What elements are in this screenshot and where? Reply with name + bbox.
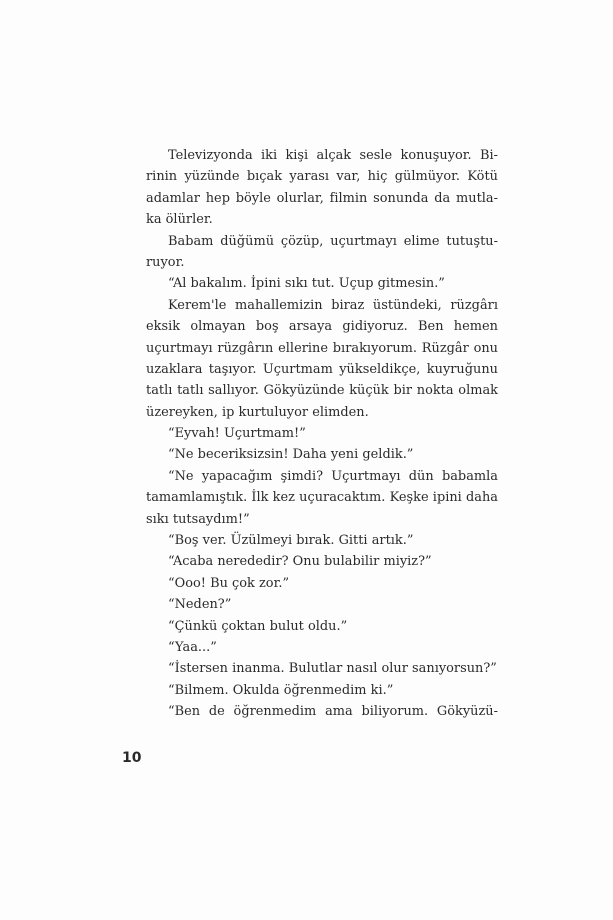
text-line: eksik olmayan boş arsaya gidiyoruz. Ben hemen bbox=[146, 319, 498, 335]
text-line: “Ne yapacağım şimdi? Uçurtmayı dün babamla bbox=[168, 468, 498, 484]
text-line: rinin yüzünde bıçak yarası var, hiç gülmüyor. Kötü bbox=[146, 169, 498, 185]
text-line: “Ne beceriksizsin! Daha yeni geldik.” bbox=[168, 447, 414, 463]
page-number: 10 bbox=[122, 750, 142, 766]
body-text bbox=[146, 145, 498, 723]
text-line: ka ölürler. bbox=[146, 212, 213, 228]
text-line: “Acaba nerededir? Onu bulabilir miyiz?” bbox=[168, 554, 432, 570]
text-line: üzereyken, ip kurtuluyor elimden. bbox=[146, 404, 369, 420]
text-line: uçurtmayı rüzgârın ellerine bırakıyorum. Rüzgâr onu bbox=[146, 340, 498, 356]
text-line: uzaklara taşıyor. Uçurtmam yükseldikçe, kuyruğunu bbox=[146, 361, 498, 377]
text-line: adamlar hep böyle olurlar, filmin sonunda da mutla- bbox=[146, 190, 498, 206]
text-line: “İstersen inanma. Bulutlar nasıl olur sanıyorsun?” bbox=[168, 661, 497, 677]
text-line: “Çünkü çoktan bulut oldu.” bbox=[168, 618, 348, 634]
text-line: “Ben de öğrenmedim ama biliyorum. Gökyüzü- bbox=[168, 704, 498, 720]
text-line: “Yaa...” bbox=[168, 639, 217, 655]
text-line: “Boş ver. Üzülmeyi bırak. Gitti artık.” bbox=[168, 533, 414, 549]
text-line: “Bilmem. Okulda öğrenmedim ki.” bbox=[168, 682, 394, 698]
text-line: tamamlamıştık. İlk kez uçuracaktım. Keşke ipini daha bbox=[146, 490, 498, 506]
text-line: Babam düğümü çözüp, uçurtmayı elime tutuştu- bbox=[168, 233, 498, 249]
text-line: Televizyonda iki kişi alçak sesle konuşuyor. Bi- bbox=[168, 148, 498, 163]
text-line: ruyor. bbox=[146, 254, 185, 270]
text-line: “Neden?” bbox=[168, 597, 232, 613]
text-line: “Ooo! Bu çok zor.” bbox=[168, 575, 290, 591]
text-line: “Al bakalım. İpini sıkı tut. Uçup gitmesin.” bbox=[168, 276, 445, 292]
text-line: sıkı tutsaydım!” bbox=[146, 511, 250, 527]
text-line: Kerem'le mahallemizin biraz üstündeki, rüzgârı bbox=[168, 297, 498, 313]
text-line: “Eyvah! Uçurtmam!” bbox=[168, 426, 306, 442]
text-line: tatlı tatlı sallıyor. Gökyüzünde küçük bir nokta olmak bbox=[146, 383, 498, 399]
